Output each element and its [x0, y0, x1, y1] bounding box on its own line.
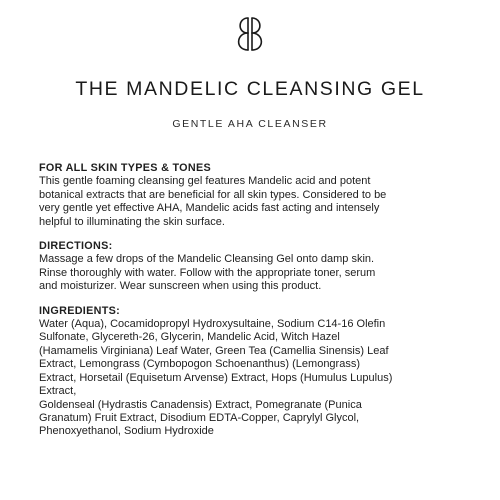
section-text: Water (Aqua), Cocamidopropyl Hydroxysultaine, Sodium C14-16 Olefin Sulfonate, Glycereth-26, Glycerin, Mandelic Acid, Witch Hazel (Hamamelis Virginiana) Leaf Water, Green Tea (Camellia Sinensis) Leaf Extract, Lemongrass (Cymbopogon Schoenanthus) (Lemongrass) Extract, Horsetail (Equisetum Arvense) Extract, Hops (Humulus Lupulus) Extract, Goldenseal (Hydrastis Canadensis) Extract, Pomegranate (Punica Granatum) Fruit Extract, Disodium EDTA-Copper, Caprylyl Glycol, Phenoxyethanol, Sodium Hydroxide	[39, 318, 393, 438]
product-description	[39, 162, 479, 450]
section-heading: FOR ALL SKIN TYPES & TONES	[39, 162, 211, 174]
section-text: Massage a few drops of the Mandelic Cleansing Gel onto damp skin. Rinse thoroughly with water. Follow with the appropriate toner, serum and moisturizer. Wear sunscreen when using this product.	[39, 253, 376, 293]
double-b-monogram-icon	[230, 14, 270, 54]
ingredients-section	[39, 305, 479, 439]
section-text: This gentle foaming cleansing gel features Mandelic acid and potent botanical extracts that are beneficial for all skin types. Considered to be very gentle yet effective AHA, Mandelic acids fast acting and intensely helpful to illuminating the skin surface.	[39, 175, 387, 228]
brand-logo	[0, 14, 500, 54]
section-heading: DIRECTIONS:	[39, 240, 113, 253]
section-heading: INGREDIENTS:	[39, 304, 120, 317]
directions-section	[39, 240, 479, 294]
product-title: THE MANDELIC CLEANSING GEL	[75, 78, 425, 100]
skin-types-section	[39, 162, 479, 229]
product-subtitle: GENTLE AHA CLEANSER	[172, 118, 328, 130]
